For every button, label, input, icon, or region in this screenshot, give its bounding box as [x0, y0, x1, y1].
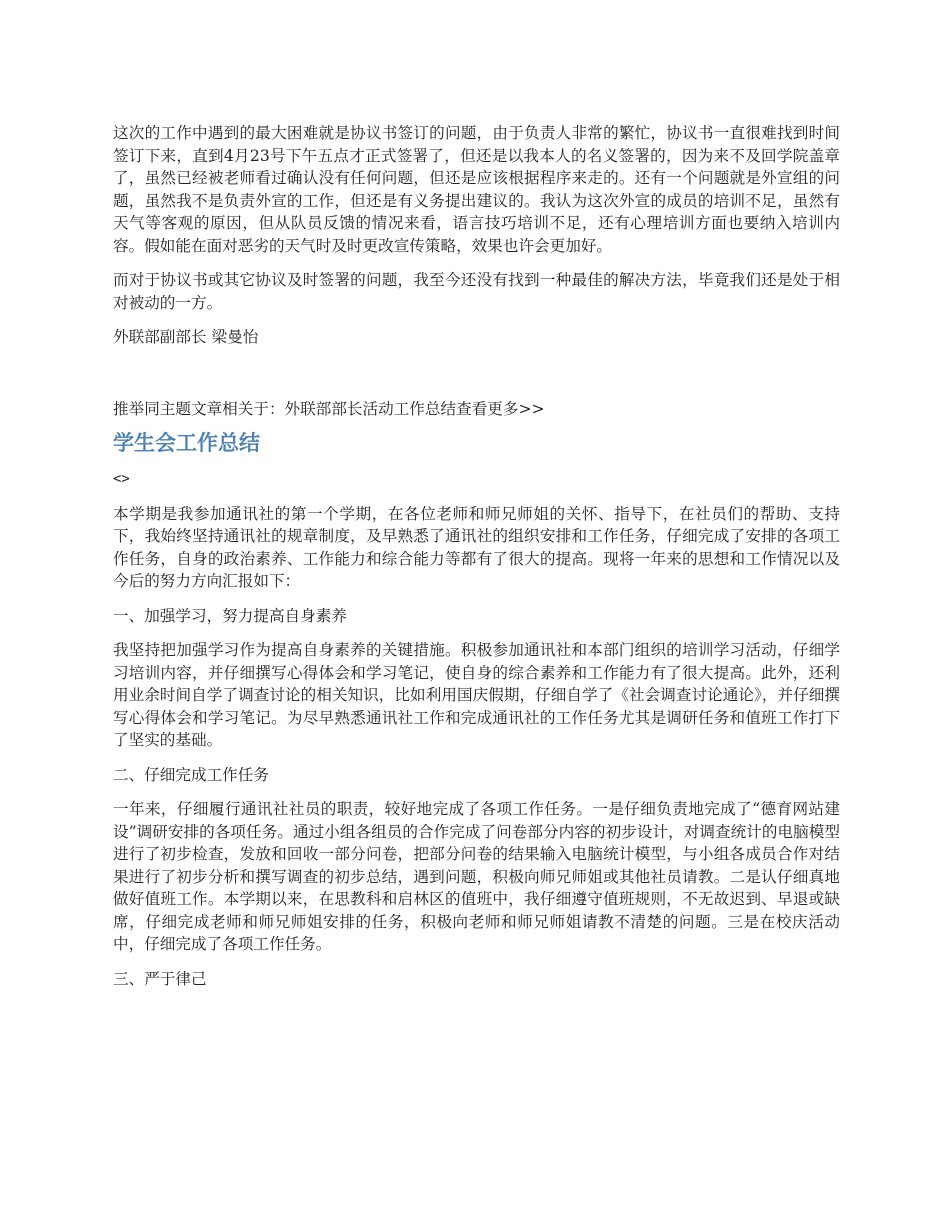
empty-bracket-text: <> [113, 471, 130, 487]
section-heading: 学生会工作总结 [113, 431, 260, 455]
body-paragraph: 一年来，仔细履行通讯社社员的职责，较好地完成了各项工作任务。一是仔细负责地完成了“德育网站建设”调研安排的各项任务。通过小组各组员的合作完成了问卷部分内容的初步设计，对调查统计的电脑模型进行了初步检查，发放和回收一部分问卷，把部分问卷的结果输入电脑统计模型，与小组各成员合作对结果进行了初步分析和撰写调查的初步总结，遇到问题，积极向师兄师姐或其他社员请教。二是认仔细真地做好值班工作。本学期以来，在思教科和启林区的值班中，我仔细遵守值班规则，不无故迟到、早退或缺席，仔细完成老师和师兄师姐安排的任务，积极向老师和师兄师姐请教不清楚的问题。三是在校庆活动中，仔细完成了各项工作任务。 [113, 800, 840, 953]
related-articles-link[interactable]: 推举同主题文章相关于：外联部部长活动工作总结查看更多>> [113, 399, 545, 418]
body-paragraph: 我坚持把加强学习作为提高自身素养的关键措施。积极参加通讯社和本部门组织的培训学习活动，仔细学习培训内容，并仔细撰写心得体会和学习笔记，使自身的综合素养和工作能力有了很大提高。此外，还利用业余时间自学了调查讨论的相关知识，比如利用国庆假期，仔细自学了《社会调查讨论通论》，并仔细撰写心得体会和学习笔记。为尽早熟悉通讯社工作和完成通讯社的工作任务尤其是调研任务和值班工作打下了坚实的基础。 [113, 641, 840, 749]
signature: 外联部副部长 梁曼怡 [113, 328, 259, 346]
body-paragraph: 这次的工作中遇到的最大困难就是协议书签订的问题，由于负责人非常的繁忙，协议书一直很难找到时间签订下来，直到4月23号下午五点才正式签署了，但还是以我本人的名义签署的，因为来不及回学院盖章了，虽然已经被老师看过确认没有任何问题，但还是应该根据程序来走的。还有一个问题就是外宣组的问题，虽然我不是负责外宣的工作，但还是有义务提出建议的。我认为这次外宣的成员的培训不足，虽然有天气等客观的原因，但从队员反馈的情况来看，语言技巧培训不足，还有心理培训方面也要纳入培训内容。假如能在面对恶劣的天气时及时更改宣传策略，效果也许会更加好。 [113, 124, 840, 255]
document-page [113, 122, 840, 1002]
subheading: 三、严于律己 [113, 969, 207, 988]
body-paragraph: 本学期是我参加通讯社的第一个学期，在各位老师和师兄师姐的关怀、指导下，在社员们的帮助、支持下，我始终坚持通讯社的规章制度，及早熟悉了通讯社的组织安排和工作任务，仔细完成了安排的各项工作任务，自身的政治素养、工作能力和综合能力等都有了很大的提高。现将一年来的思想和工作情况以及今后的努力方向汇报如下： [113, 504, 840, 590]
subheading: 二、仔细完成工作任务 [113, 765, 269, 784]
body-paragraph: 而对于协议书或其它协议及时签署的问题，我至今还没有找到一种最佳的解决方法，毕竟我们还是处于相对被动的一方。 [113, 271, 840, 312]
subheading: 一、加强学习，努力提高自身素养 [113, 606, 347, 625]
